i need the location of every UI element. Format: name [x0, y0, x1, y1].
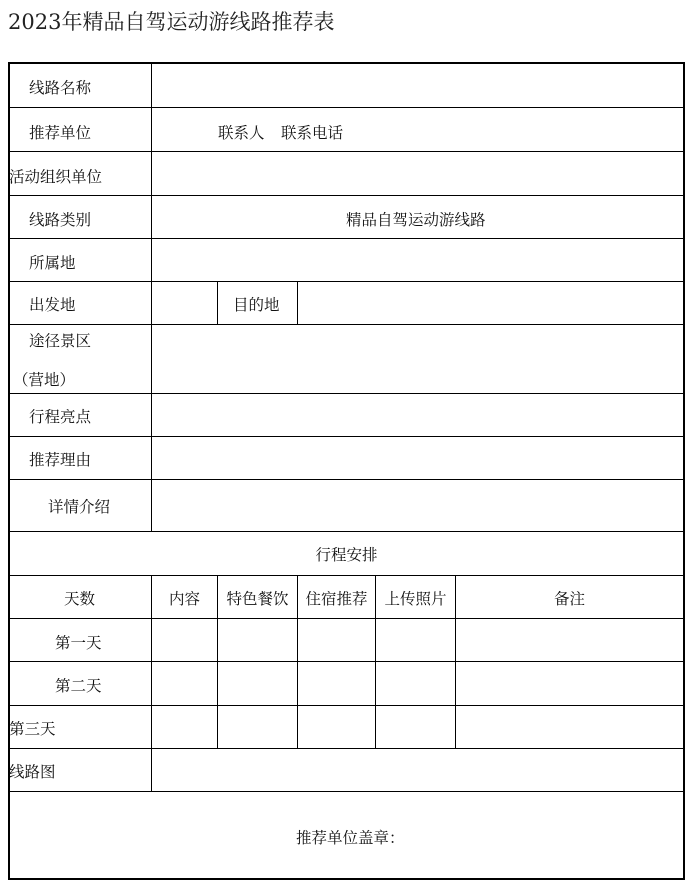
- contact-person-label: 联系人: [218, 124, 265, 142]
- recommendation-form-table: [8, 62, 685, 880]
- column-header-content: 内容: [168, 590, 200, 608]
- row-divider: [8, 575, 685, 576]
- organizer-label: 活动组织单位: [9, 168, 103, 186]
- row-divider: [8, 479, 685, 480]
- row-divider: [8, 618, 685, 619]
- column-divider: [217, 281, 218, 324]
- table-border-top: [8, 62, 685, 64]
- table-border-bottom: [8, 878, 685, 880]
- row-divider: [8, 393, 685, 394]
- column-header-lodging: 住宿推荐: [305, 590, 368, 608]
- departure-label: 出发地: [29, 296, 76, 314]
- row-divider: [8, 791, 685, 792]
- table-border-right: [683, 62, 685, 880]
- details-label: 详情介绍: [48, 498, 111, 516]
- route-category-value: 精品自驾运动游线路: [346, 211, 486, 229]
- destination-label: 目的地: [233, 296, 280, 314]
- column-header-photos: 上传照片: [384, 590, 447, 608]
- column-header-days: 天数: [63, 590, 95, 608]
- column-header-dining: 特色餐饮: [226, 590, 289, 608]
- reason-label: 推荐理由: [29, 451, 92, 469]
- row-divider: [8, 238, 685, 239]
- route-category-label: 线路类别: [29, 211, 92, 229]
- row-divider: [8, 281, 685, 282]
- scenic-spots-label-sub: （营地）: [13, 371, 76, 389]
- highlights-label: 行程亮点: [29, 408, 92, 426]
- day-one-label: 第一天: [55, 634, 102, 652]
- row-divider: [8, 324, 685, 325]
- column-divider: [297, 281, 298, 324]
- row-divider: [8, 705, 685, 706]
- contact-phone-label: 联系电话: [281, 124, 344, 142]
- scenic-spots-label: 途径景区: [29, 332, 92, 350]
- stamp-label: 推荐单位盖章：: [296, 829, 405, 847]
- region-label: 所属地: [29, 254, 76, 272]
- row-divider: [8, 531, 685, 532]
- column-header-notes: 备注: [553, 590, 585, 608]
- document-title: 2023年精品自驾运动游线路推荐表: [8, 10, 335, 34]
- row-divider: [8, 151, 685, 152]
- day-two-label: 第二天: [55, 677, 102, 695]
- label-column-divider: [151, 62, 152, 531]
- row-divider: [8, 748, 685, 749]
- day-three-label: 第三天: [9, 720, 56, 738]
- row-divider: [8, 436, 685, 437]
- itinerary-heading: 行程安排: [315, 546, 378, 564]
- route-name-label: 线路名称: [29, 79, 92, 97]
- recommender-label: 推荐单位: [29, 124, 92, 142]
- row-divider: [8, 195, 685, 196]
- route-map-label: 线路图: [9, 763, 56, 781]
- row-divider: [8, 661, 685, 662]
- row-divider: [8, 107, 685, 108]
